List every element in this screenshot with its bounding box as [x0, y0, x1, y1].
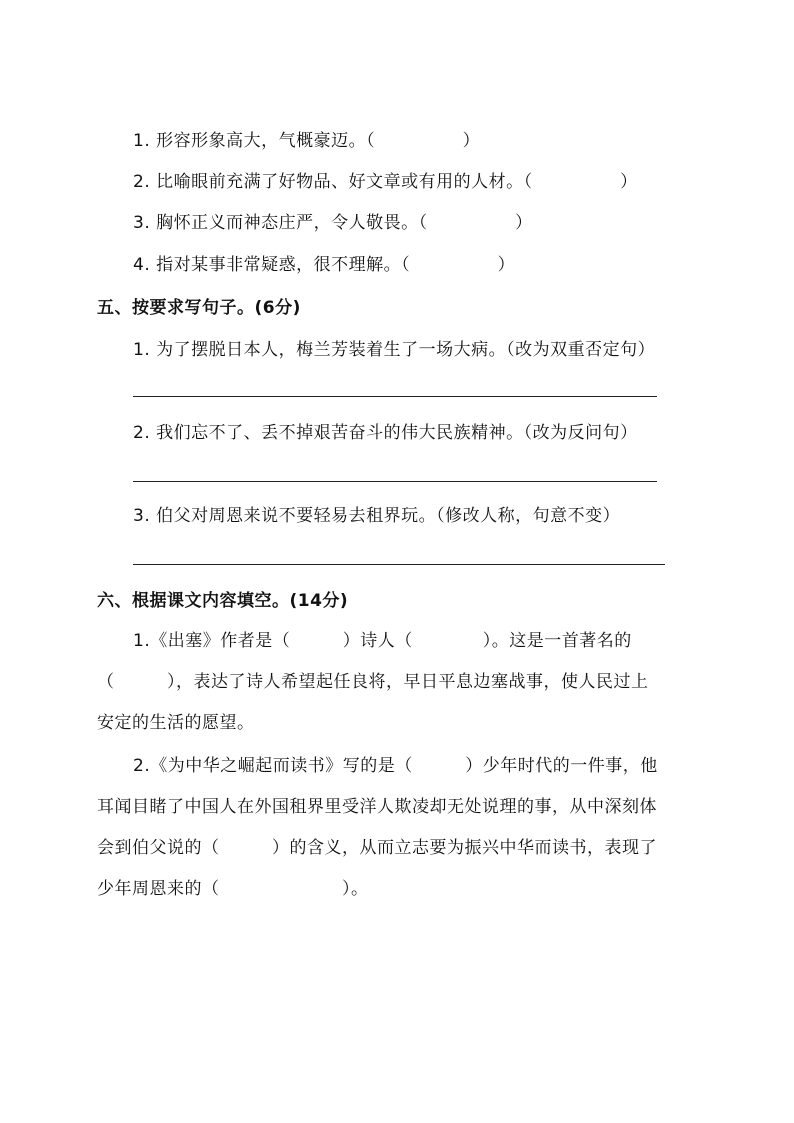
answer-line-1[interactable]	[133, 396, 657, 397]
idiom-question-3: 3. 胸怀正义而神态庄严，令人敬畏。（ ）	[133, 213, 533, 233]
fill-q2-line-3: 会到伯父说的（ ）的含义，从而立志要为振兴中华而读书，表现了	[97, 838, 657, 858]
fill-q2-line-1: 2.《为中华之崛起而读书》写的是（ ）少年时代的一件事，他	[133, 756, 658, 776]
answer-line-3[interactable]	[133, 564, 665, 565]
answer-line-2[interactable]	[133, 481, 657, 482]
fill-q1-line-2: （ ），表达了诗人希望起任良将，早日平息边塞战事，使人民过上	[97, 672, 649, 692]
idiom-question-2: 2. 比喻眼前充满了好物品、好文章或有用的人材。（ ）	[133, 172, 638, 192]
rewrite-question-2: 2. 我们忘不了、丢不掉艰苦奋斗的伟大民族精神。（改为反问句）	[133, 423, 638, 443]
fill-q2-line-2: 耳闻目睹了中国人在外国租界里受洋人欺凌却无处说理的事，从中深刻体	[97, 797, 657, 817]
fill-q1-line-1: 1.《出塞》作者是（ ）诗人（ ）。这是一首著名的	[133, 631, 632, 651]
idiom-question-4: 4. 指对某事非常疑惑，很不理解。（ ）	[133, 255, 516, 275]
idiom-question-1: 1. 形容形象高大，气概豪迈。（ ）	[133, 131, 481, 151]
fill-q2-line-4: 少年周恩来的（ ）。	[97, 879, 369, 899]
rewrite-question-1: 1. 为了摆脱日本人，梅兰芳装着生了一场大病。（改为双重否定句）	[133, 340, 656, 360]
section-6-heading: 六、根据课文内容填空。(14分)	[97, 591, 349, 611]
section-5-heading: 五、按要求写句子。(6分)	[97, 298, 301, 318]
rewrite-question-3: 3. 伯父对周恩来说不要轻易去租界玩。（修改人称，句意不变）	[133, 506, 621, 526]
fill-q1-line-3: 安定的生活的愿望。	[97, 713, 255, 733]
